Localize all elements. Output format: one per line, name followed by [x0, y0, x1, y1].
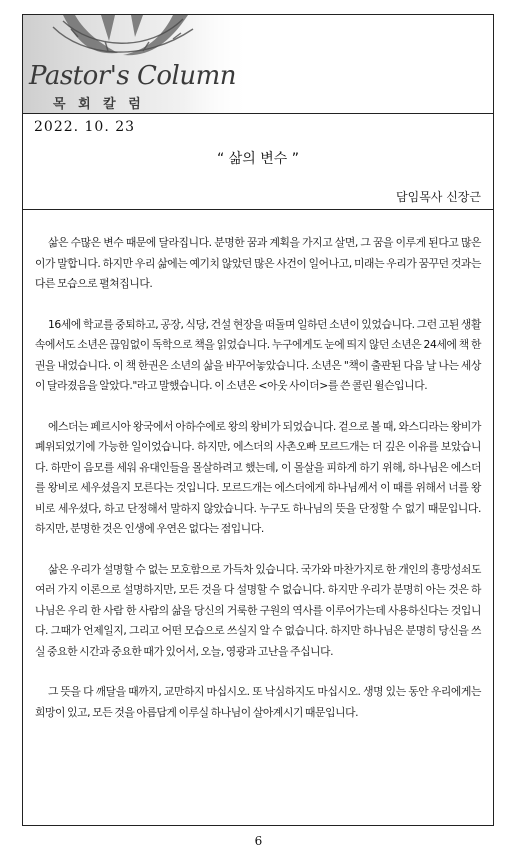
paragraph: 에스더는 페르시아 왕국에서 아하수에로 왕의 왕비가 되었습니다. 겉으로 볼 때, 와스디라는 왕비가 폐위되었기에 가능한 일이었습니다. 하지만, 에스더의 사촌오빠 모르드개는 더 깊은 이유를 보았습니다. 하만이 음모를 세워 유대인들을 몰살하려고 했는데, 이 몰살을 피하게 하기 위해, 하나님은 에스더를 왕비로 세우셨을지 모른다는 것입니다. 모르드개는 에스더에게 하나님께서 이 때를 위해서 너를 왕비로 세우셨다, 하고 단정해서 말하지 않았습니다. 누구도 하나님의 뜻을 단정할 수 없기 때문입니다. 하지만, 분명한 것은 인생에 우연은 없다는 점입니다.: [35, 419, 481, 535]
paragraph: 삶은 수많은 변수 때문에 달라집니다. 분명한 꿈과 계획을 가지고 살면, 그 꿈을 이루게 된다고 많은 이가 말합니다. 하지만 우리 삶에는 예기치 않았던 많은 사건이 일어나고, 미래는 우리가 꿈꾸던 것과는 다른 모습으로 펼쳐집니다.: [35, 236, 481, 290]
paragraph: 16세에 학교를 중퇴하고, 공장, 식당, 건설 현장을 떠돌며 일하던 소년이 있었습니다. 그런 고된 생활 속에서도 소년은 끊임없이 독학으로 책을 읽었습니다. 누구에게도 눈에 띄지 않던 소년은 24세에 책 한 권을 내었습니다. 이 책 한권은 소년의 삶을 바꾸어놓았습니다. 소년은 "책이 출판된 다음 날 나는 세상이 달라졌음을 알았다."라고 말했습니다. 이 소년은 <아웃 사이더>를 쓴 콜린 윌슨입니다.: [35, 317, 481, 392]
column-title: Pastor's Column: [29, 61, 236, 91]
column-date: 2022. 10. 23: [34, 119, 136, 135]
column-subtitle: 목 회 칼 럼: [53, 97, 145, 112]
column-frame: [22, 14, 494, 826]
paragraph: 그 뜻을 다 깨달을 때까지, 교만하지 마십시오. 또 낙심하지도 마십시오. 생명 있는 동안 우리에게는 희망이 있고, 모든 것을 아름답게 이루실 하나님이 살아계시기 때문입니다.: [35, 685, 481, 719]
author-line: 담임목사 신장근: [396, 190, 481, 204]
column-body: [35, 233, 481, 743]
column-header: [23, 15, 493, 113]
page-number: 6: [254, 834, 263, 848]
header-divider: [23, 113, 493, 114]
sermon-title: “ 삶의 변수 ”: [217, 151, 299, 167]
paragraph: 삶은 우리가 설명할 수 없는 모호함으로 가득차 있습니다. 국가와 마찬가지로 한 개인의 흥망성쇠도 여러 가지 이론으로 설명하지만, 모든 것을 다 설명할 수 없습니다. 하지만 우리가 분명히 아는 것은 하나님은 우리 한 사람 한 사람의 삶을 당신의 거룩한 구원의 역사를 이루어가는데 사용하신다는 것입니다. 그때가 언제일지, 그리고 어떤 모습으로 쓰실지 알 수 없습니다. 하지만 하나님은 분명히 당신을 쓰실 중요한 시간과 중요한 때가 있어서, 오늘, 영광과 고난을 주십니다.: [35, 562, 481, 658]
author-divider: [23, 209, 493, 210]
